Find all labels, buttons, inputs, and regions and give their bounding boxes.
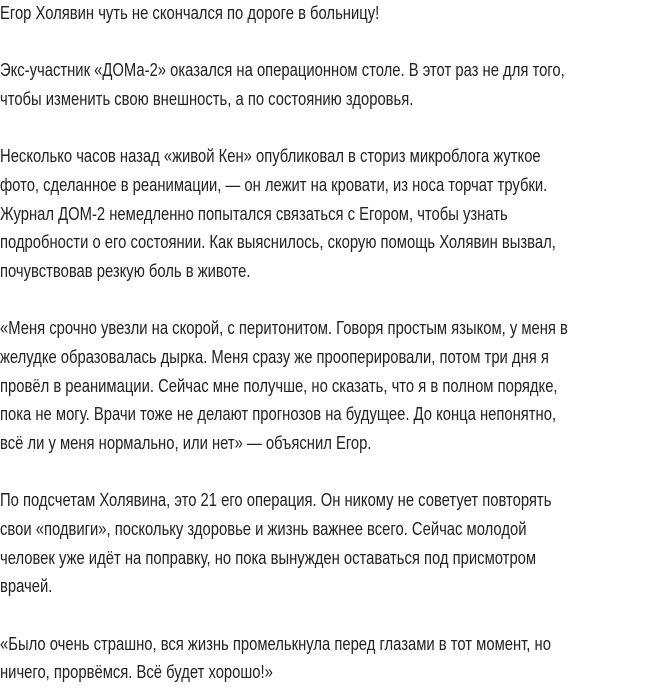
article-paragraph [0,631,670,688]
article-title [0,0,670,29]
paragraph-line: свои «подвиги», поскольку здоровье и жизнь важнее всего. Сейчас молодой [0,518,527,539]
paragraph-line: Несколько часов назад «живой Кен» опубликовал в сториз микроблога жуткое [0,145,541,167]
paragraph-line: Экс-участник «ДОМа-2» оказался на операционном столе. В этот раз не для того, [0,59,565,81]
paragraph-line: «Меня срочно увезли на скорой, с перитонитом. Говоря простым языком, у меня в [0,317,568,339]
article-paragraph [0,143,670,286]
paragraph-line: фото, сделанное в реанимации, — он лежит на кровати, из носа торчат трубки. [0,173,548,195]
paragraph-line: желудке образовалась дырка. Меня сразу же прооперировали, потом три дня я [0,345,549,367]
article-paragraph [0,487,670,602]
paragraph-line: пока не могу. Врачи тоже не делают прогнозов на будущее. До конца непонятно, [0,403,557,425]
article-paragraph [0,57,670,114]
title-line: Егор Холявин чуть не скончался по дороге в больницу! [0,2,380,23]
paragraph-line: человек уже идёт на поправку, но пока вынужден оставаться под присмотром [0,546,537,568]
paragraph-line: По подсчетам Холявина, это 21 его операция. Он никому не советует повторять [0,489,552,511]
paragraph-line: подробности о его состоянии. Как выяснилось, скорую помощь Холявин вызвал, [0,231,556,253]
paragraph-line: всё ли у меня нормально, или нет» — объяснил Егор. [0,432,372,454]
paragraph-line: «Было очень страшно, вся жизнь промелькнула перед глазами в тот момент, но [0,632,551,654]
paragraph-line: врачей. [0,575,53,597]
paragraph-line: провёл в реанимации. Сейчас мне получше, но сказать, что я в полном порядке, [0,374,558,396]
article-paragraph [0,315,670,458]
paragraph-line: ничего, прорвёмся. Всё будет хорошо!» [0,661,273,683]
paragraph-line: Журнал ДОМ-2 немедленно попытался связаться с Егором, чтобы узнать [0,202,508,224]
paragraph-line: почувствовав резкую боль в животе. [0,260,251,281]
paragraph-line: чтобы изменить свою внешность, а по состоянию здоровья. [0,87,414,109]
